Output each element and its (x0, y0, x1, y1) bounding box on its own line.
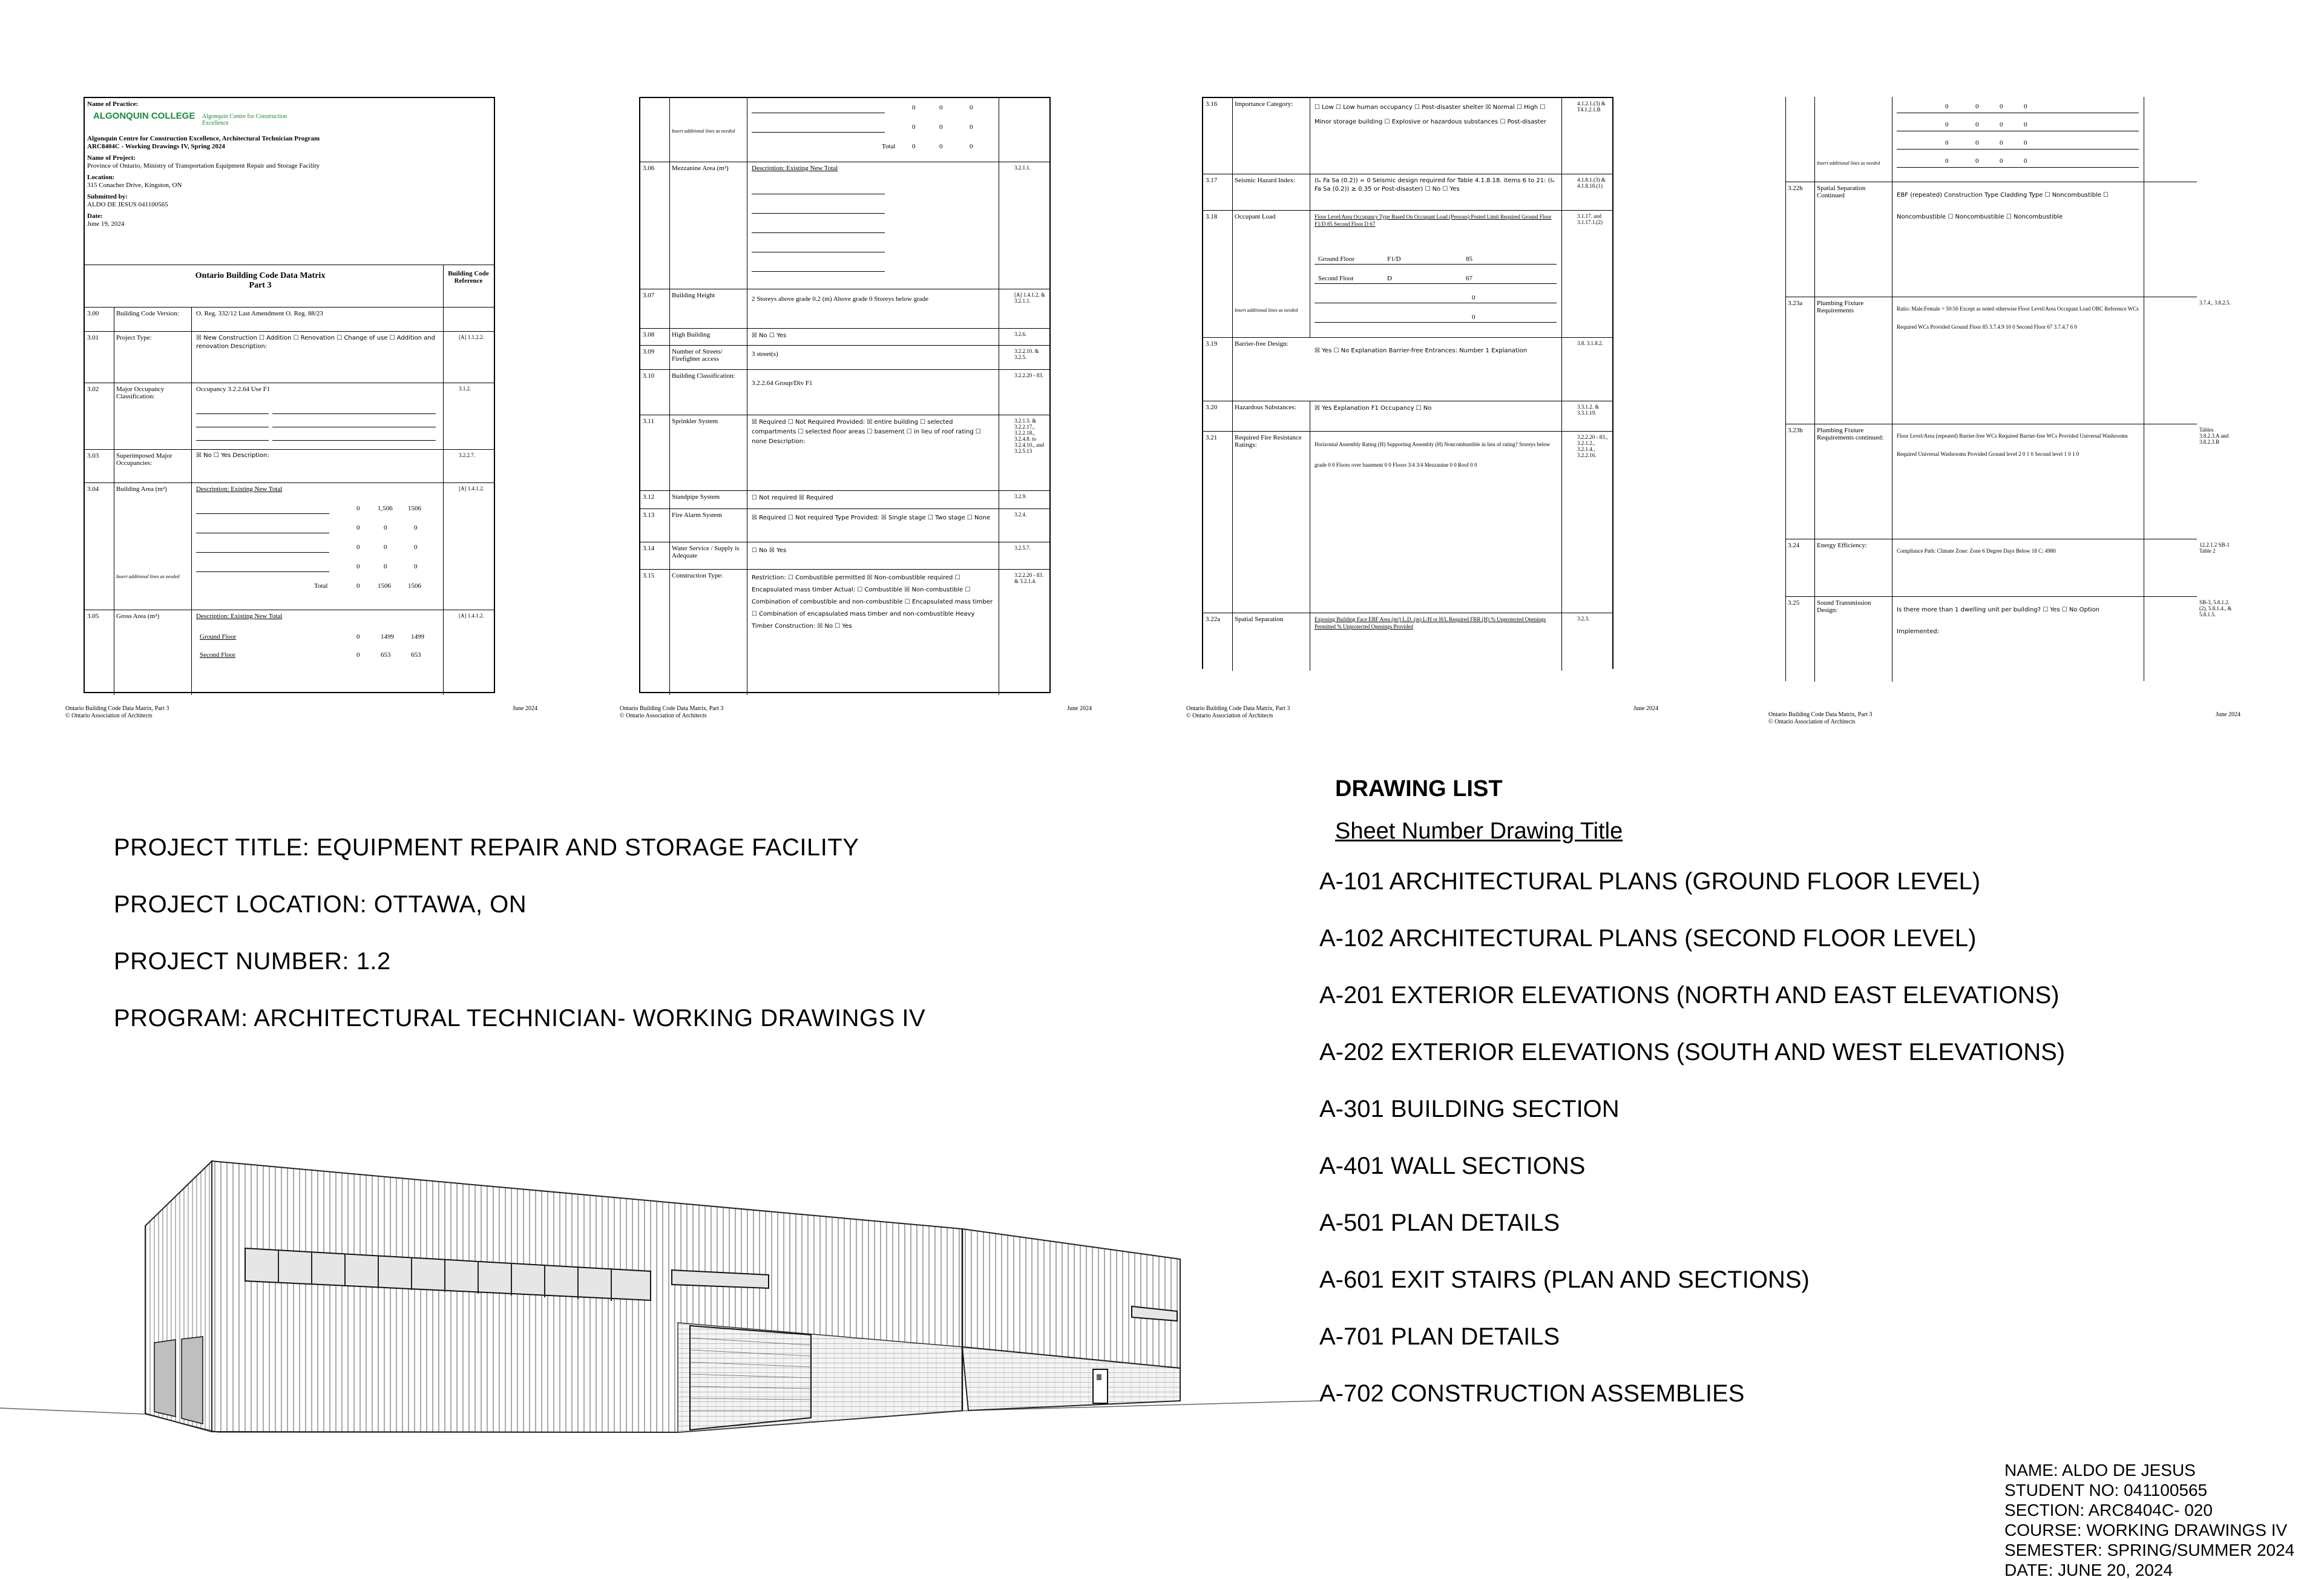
row-content: ☒ No ☐ Yes (752, 332, 787, 339)
project-title: PROJECT TITLE: EQUIPMENT REPAIR AND STORAGE FACILITY (114, 834, 859, 861)
row-3-20: 3.20 Hazardous Substances: ☒ Yes Explanation F1 Occupancy ☐ No 3.3.1.2. & 3.3.1.19. (1203, 401, 1612, 432)
obc-matrix-sheet-1 (84, 97, 495, 693)
project-value: Province of Ontario, Ministry of Transportation Equipment Repair and Storage Facility (87, 162, 320, 170)
row-number: 3.05 (87, 613, 99, 620)
student-semester: SEMESTER: SPRING/SUMMER 2024 (2004, 1541, 2295, 1559)
row-3-14: 3.14 Water Service / Supply is Adequate ☐ No ☒ Yes 3.2.5.7. (640, 542, 1049, 570)
insert-lines-note: Insert additional lines as needed (672, 128, 735, 134)
table-row: 0 0 0 0 (1897, 138, 2139, 154)
row-3-12: 3.12 Standpipe System ☐ Not required ☒ Required 3.2.9. (640, 490, 1049, 509)
drawing-list-item: A-701 PLAN DETAILS (1319, 1323, 1560, 1350)
table-row: 0 0 0 0 (1897, 156, 2139, 172)
obc-matrix-sheet-2 (639, 97, 1051, 693)
drawing-list-subtitle: Sheet Number Drawing Title (1335, 818, 1623, 844)
table-row: Second Floor 0 653 653 (200, 651, 421, 659)
drawing-list-item: A-202 EXTERIOR ELEVATIONS (SOUTH AND WEST ELEVATIONS) (1319, 1039, 2066, 1065)
student-section: SECTION: ARC8404C- 020 (2004, 1501, 2213, 1519)
row-number: 3.02 (87, 386, 99, 393)
table-row: 0 0 0 (196, 521, 438, 540)
student-name: NAME: ALDO DE JESUS (2004, 1461, 2196, 1480)
project-number: PROJECT NUMBER: 1.2 (114, 948, 391, 975)
table-row: 0 0 0 (752, 100, 994, 119)
row-3-23a: 3.23a Plumbing Fixture Requirements Ratio: Male:Female = 50:50 Except as noted otherwise Floor Level/Area Occupant Load OBC Reference WCs Required WCs Provided Ground Floor 85 3.7.4.9 10 0 Second Floor 67 3.7.4.7 6 0 3.7.4., 3.8.2.5. (1785, 297, 2197, 424)
drawing-list-title: DRAWING LIST (1335, 776, 1503, 802)
row-top-continued: Insert additional lines as needed 0 0 0 0 0 0 0 0 0 0 0 0 0 0 0 0 (1785, 97, 2197, 182)
row-reference: [A] 1.4.1.2. (459, 486, 484, 492)
row-content: ☒ Required ☐ Not Required Provided: ☒ entire building ☐ selected compartments ☐ selected floor areas ☐ basement ☐ in lieu of roof rating ☐ none Description: (752, 419, 981, 445)
table-row: 0 0 0 (196, 540, 438, 559)
row-top-continued (640, 98, 1049, 162)
footer-right: June 2024 (1067, 705, 1092, 712)
row-3-09: 3.09 Number of Streets/ Firefighter access 3 street(s) 3.2.2.10. & 3.2.5. (640, 345, 1049, 370)
reference-header: Building Code Reference (448, 270, 489, 285)
row-label: Project Type: (116, 334, 152, 341)
practice-line: Algonquin Centre for Construction Excellence, Architectural Technician Program (87, 135, 320, 142)
row-3-05 (85, 610, 494, 695)
drawing-list-item: A-702 CONSTRUCTION ASSEMBLIES (1319, 1380, 1745, 1407)
row-3-19: 3.19 Barrier-free Design: ☒ Yes ☐ No Explanation Barrier-free Entrances: Number 1 Explanation 3.8. 3.1.8.2. (1203, 337, 1612, 401)
row-reference: 3.2.2.7. (459, 452, 475, 458)
table-row: 0 0 0 0 (1897, 120, 2139, 136)
row-reference: [A] 1.4.1.2. & 3.2.1.1. (1014, 292, 1045, 304)
row-number: 3.01 (87, 334, 99, 341)
matrix-title-row (85, 265, 494, 308)
location-label: Location: (87, 174, 115, 181)
row-3-18: 3.18 Occupant Load Floor Level/Area Occupancy Type Based On Occupant Load (Persons) Posted Limit Required Ground Floor F1/D 85 Second Floor D 67 3.1.17. and 3.1.17.1.(2) Insert additional lines as needed Ground Floor F1/D 85 Second Floor D 67 0 0 (1203, 210, 1612, 338)
row-content: Description: Existing New Total (196, 613, 283, 620)
row-number: 3.07 (643, 292, 655, 299)
logo (87, 108, 491, 135)
drawing-list-item: A-101 ARCHITECTURAL PLANS (GROUND FLOOR LEVEL) (1319, 868, 1981, 895)
row-3-17: 3.17 Seismic Hazard Index: (Iₑ Fa Sa (0.2)) = 0 Seismic design required for Table 4.1.8.18. items 6 to 21: (Iₑ Fa Sa (0.2)) ≥ 0.35 or Post-disaster) ☐ No ☐ Yes 4.1.8.1.(3) & 4.1.8.18.(1) (1203, 174, 1612, 211)
project-program: PROGRAM: ARCHITECTURAL TECHNICIAN- WORKING DRAWINGS IV (114, 1005, 926, 1032)
obc-matrix-sheet-3 (1202, 97, 1613, 669)
drawing-list-item: A-401 WALL SECTIONS (1319, 1153, 1586, 1179)
row-3-22a: 3.22a Spatial Separation Exposing Building Face EBF Area (m²) L.D. (m) L/H or H/L Required FRR (H) % Unprotected Openings Permitted % Unprotected Openings Provided 3.2.3. (1203, 613, 1612, 671)
table-row: Ground Floor F1/D 85 (1315, 253, 1557, 271)
row-content: Description: Existing New Total (752, 165, 838, 172)
table-row: Ground Floor 0 1499 1499 (200, 633, 424, 640)
row-3-04 (85, 482, 494, 610)
drawing-list-item: A-201 EXTERIOR ELEVATIONS (NORTH AND EAST ELEVATIONS) (1319, 982, 2060, 1009)
row-label: Building Height (672, 292, 715, 299)
row-content: ☒ No ☐ Yes Description: (196, 452, 269, 459)
student-number: STUDENT NO: 041100565 (2004, 1481, 2208, 1499)
drawing-list-item: A-501 PLAN DETAILS (1319, 1210, 1560, 1236)
sheet-1-header (87, 100, 491, 228)
row-content: O. Reg. 332/12 Last Amendment O. Reg. 88/23 (196, 310, 323, 317)
row-content: 3.2.2.64 Group/Div F1 (752, 380, 813, 387)
project-label: Name of Project: (87, 154, 136, 162)
row-3-24: 3.24 Energy Efficiency: Compliance Path: Climate Zone: Zone 6 Degree Days Below 18 C: 4980 12.2.1.2 SB-1 Table 2 (1785, 539, 2197, 597)
row-reference: [A] 1.1.2.2. (459, 334, 484, 340)
footer-left: Ontario Building Code Data Matrix, Part 3 © Ontario Association of Architects (65, 705, 169, 719)
row-3-11: 3.11 Sprinkler System ☒ Required ☐ Not Required Provided: ☒ entire building ☐ selected compartments ☐ selected floor areas ☐ basement ☐ in lieu of roof rating ☐ none Description: 3.2.1.5. & 3.2.2.17., 3.2.2.18., 3.2.4.8. to 3.2.4.10., and 3.2.5.13 (640, 415, 1049, 491)
table-row: 0 0 0 (752, 120, 994, 138)
student-date: DATE: JUNE 20, 2024 (2004, 1561, 2173, 1579)
row-3-22b: 3.22b Spatial Separation Continued EBF (repeated) Construction Type Cladding Type ☐ Noncombustible ☐ Noncombustible ☐ Noncombustible ☐ Noncombustible (1785, 182, 2197, 297)
table-row: 0 (1315, 292, 1557, 310)
table-row-total: Total 0 0 0 (882, 143, 973, 150)
location-value: 315 Conacher Drive, Kingston, ON (87, 182, 182, 189)
footer-left: Ontario Building Code Data Matrix, Part 3 © Ontario Association of Architects (620, 705, 724, 719)
row-content: Occupancy 3.2.2.64 Use F1 (196, 386, 271, 393)
row-label: Building Area (m²) (116, 486, 167, 493)
row-3-16: 3.16 Importance Category: ☐ Low ☐ Low human occupancy ☐ Post-disaster shelter ☒ Normal ☐ High ☐ Minor storage building ☐ Explosive or hazardous substances ☐ Post-disaster 4.1.2.1.(3) & T4.1.2.1.B (1203, 98, 1612, 174)
matrix-part: Part 3 (249, 281, 272, 290)
student-course: COURSE: WORKING DRAWINGS IV (2004, 1521, 2288, 1539)
submitted-label: Submitted by: (87, 193, 128, 200)
row-reference: [A] 1.4.1.2. (459, 613, 484, 619)
student-info-block (2004, 1460, 2294, 1580)
table-row: 0 1,506 1506 (196, 501, 438, 521)
table-row: Second Floor D 67 (1315, 272, 1557, 291)
row-3-08: 3.08 High Building ☒ No ☐ Yes 3.2.6. (640, 328, 1049, 346)
row-3-06 (640, 162, 1049, 289)
drawing-list-item: A-601 EXIT STAIRS (PLAN AND SECTIONS) (1319, 1266, 1810, 1293)
row-3-10: 3.10 Building Classification: 3.2.2.64 Group/Div F1 3.2.2.20 - 83. (640, 369, 1049, 415)
obc-matrix-sheet-4 (1785, 97, 2232, 681)
table-row: 0 (1315, 311, 1557, 329)
table-row: 0 0 0 0 (1897, 102, 2139, 117)
row-3-25: 3.25 Sound Transmission Design: Is there more than 1 dwelling unit per building? ☐ Yes ☐ No Option Implemented: SB-3, 5.8.1.2.(2), 5.8.1.4., & 5.8.1.5. (1785, 596, 2197, 682)
row-3-23b: 3.23b Plumbing Fixture Requirements continued: Floor Level/Area (repeated) Barrier-free WCs Required Barrier-free WCs Provided Universal Washrooms Required Universal Washrooms Provided Ground level 2 0 1 0 Second level 1 0 1 0 Tables 3.8.2.3.A and 3.8.2.3.B (1785, 424, 2197, 539)
row-label: Superimposed Major Occupancies: (116, 452, 172, 467)
project-location: PROJECT LOCATION: OTTAWA, ON (114, 891, 527, 918)
table-row: 0 0 0 (196, 559, 438, 579)
row-number: 3.04 (87, 486, 99, 493)
row-label: Building Code Version: (116, 310, 179, 317)
date-label: Date: (87, 212, 103, 220)
row-label: Gross Area (m²) (116, 613, 160, 620)
row-content: 3 street(s) (752, 351, 778, 358)
name-of-practice-label: Name of Practice: (87, 100, 139, 108)
row-content: Description: Existing New Total (196, 486, 283, 493)
row-reference: 3.1.2. (459, 386, 471, 392)
date-value: June 19, 2024 (87, 220, 125, 228)
row-3-07 (640, 289, 1049, 329)
row-3-00 (85, 307, 494, 332)
insert-lines-note: Insert additional lines as needed (116, 574, 180, 579)
submitted-value: ALDO DE JESUS 041100565 (87, 201, 168, 208)
row-number: 3.06 (643, 165, 655, 172)
drawing-list-item: A-102 ARCHITECTURAL PLANS (SECOND FLOOR LEVEL) (1319, 925, 1977, 952)
row-content: 2 Storeys above grade 0.2 (m) Above grade 0 Storeys below grade (752, 295, 929, 303)
row-number: 3.03 (87, 452, 99, 459)
drawing-list-item: A-301 BUILDING SECTION (1319, 1096, 1620, 1122)
row-content: ☒ New Construction ☐ Addition ☐ Renovation ☐ Change of use ☐ Addition and renovation Description: (196, 335, 435, 350)
row-3-13: 3.13 Fire Alarm System ☒ Required ☐ Not required Type Provided: ☒ Single stage ☐ Two stage ☐ None 3.2.4. (640, 509, 1049, 542)
logo-subtext: Algonquin Centre for Construction Excellence (202, 113, 287, 127)
row-label: Major Occupancy Classification: (116, 386, 165, 400)
row-3-02 (85, 383, 494, 450)
row-label: Mezzanine Area (m²) (672, 165, 729, 172)
row-3-03 (85, 449, 494, 483)
logo-text: ALGONQUIN COLLEGE (93, 111, 195, 121)
row-3-21: 3.21 Required Fire Resistance Ratings: Horizontal Assembly Rating (H) Supporting Assembly (H) Noncombustible in lieu of rating? Storeys below grade 0 0 Floors over basement 0 0 Floors 3/4 3/4 Mezzanine 0 0 Roof 0 0 3.2.2.20 - 83., 3.2.1.2., 3.2.1.4., 3.2.2.16. (1203, 431, 1612, 613)
course-line: ARC8404C - Working Drawings IV, Spring 2024 (87, 143, 225, 150)
row-reference: 3.2.1.1. (1014, 165, 1031, 171)
row-number: 3.00 (87, 310, 99, 317)
matrix-title: Ontario Building Code Data Matrix (195, 271, 326, 280)
footer-right: June 2024 (513, 705, 537, 712)
row-3-15: 3.15 Construction Type: Restriction: ☐ Combustible permitted ☒ Non-combustible required ☐ Encapsulated mass timber Actual: ☐ Combustible ☒ Non-combustible ☐ Combination of combustible and non-combustible ☐ Encapsulated mass timber ☐ Combination of encapsulated mass timber and non-combustible Heavy Timber Construction: ☒ No ☐ Yes 3.2.2.20 - 83. & 3.2.1.4. (640, 569, 1049, 695)
area-table (196, 501, 438, 598)
building-perspective-drawing (0, 1150, 1319, 1465)
row-3-01 (85, 331, 494, 383)
table-row-total: Total 0 1506 1506 (314, 582, 421, 590)
